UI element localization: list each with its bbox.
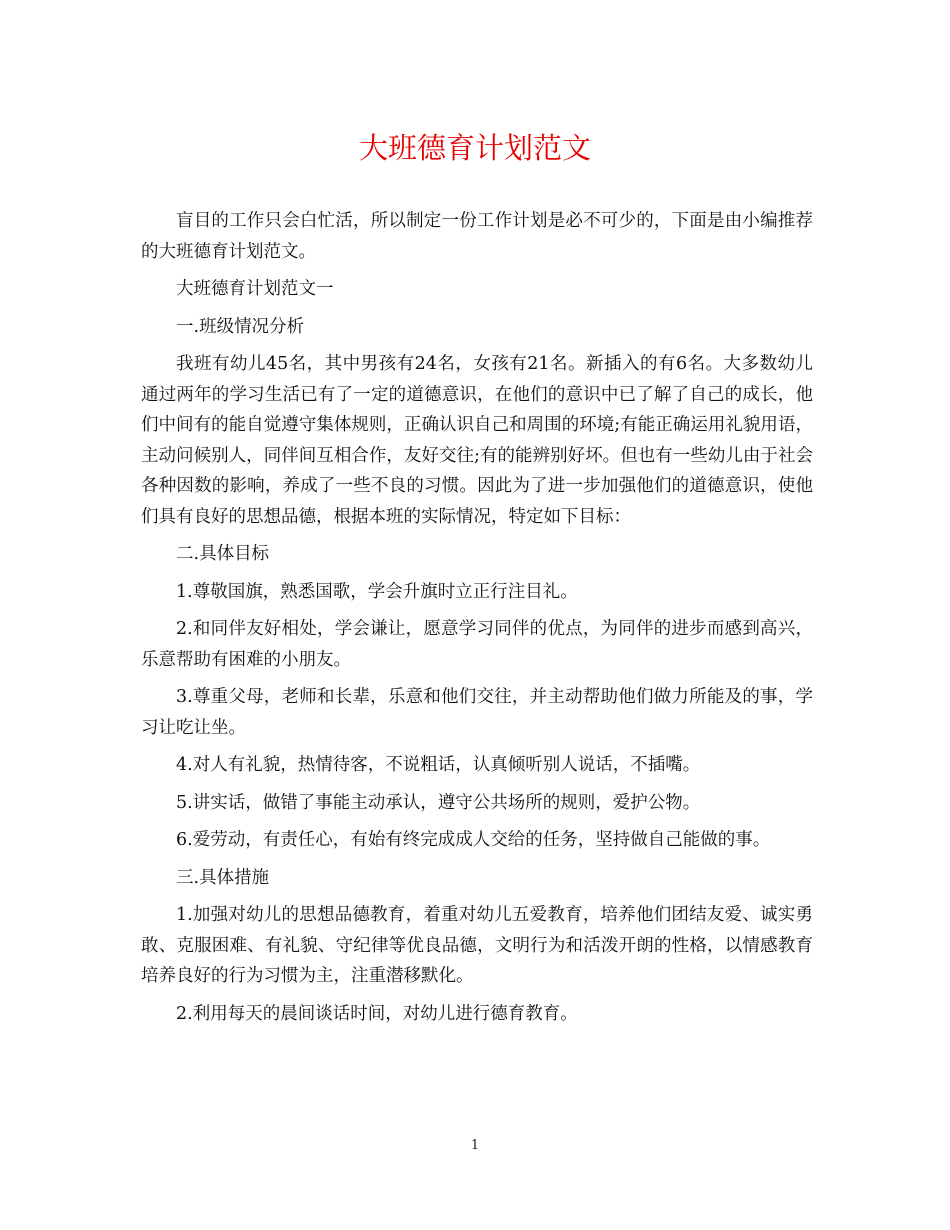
measure-item-2: 2.利用每天的晨间谈话时间，对幼儿进行德育教育。 <box>176 1003 578 1024</box>
goal-item-5: 5.讲实话，做错了事能主动承认，遵守公共场所的规则，爱护公物。 <box>176 792 701 813</box>
goal-item-2: 2.和同伴友好相处，学会谦让，愿意学习同伴的优点，为同伴的进步而感到高兴，乐意帮助有困难的小朋友。 <box>141 619 813 670</box>
goal-item-1: 1.尊敬国旗，熟悉国歌，学会升旗时立正行注目礼。 <box>176 581 578 602</box>
section-heading-sample-one: 大班德育计划范文一 <box>176 279 334 299</box>
class-analysis-paragraph: 我班有幼儿45名，其中男孩有24名，女孩有21名。新插入的有6名。大多数幼儿通过两年的学习生活已有了一定的道德意识，在他们的意识中已了解了自己的成长，他们中间有的能自觉遵守集体规则，正确认识自己和周围的环境;有能正确运用礼貌用语，主动问候别人，同伴间互相合作，友好交往;有的能辨别好坏。但也有一些幼儿由于社会各种因数的影响，养成了一些不良的习惯。因此为了进一步加强他们的道德意识，使他们具有良好的思想品德，根据本班的实际情况，特定如下目标： <box>141 354 813 527</box>
section-heading-measures: 三.具体措施 <box>176 867 270 888</box>
section-heading-class-analysis: 一.班级情况分析 <box>176 316 305 337</box>
goal-item-3: 3.尊重父母，老师和长辈，乐意和他们交往，并主动帮助他们做力所能及的事，学习让吃让坐。 <box>141 687 813 738</box>
section-heading-goals: 二.具体目标 <box>176 544 270 564</box>
page-number: 1 <box>470 1138 480 1153</box>
intro-paragraph: 盲目的工作只会白忙活，所以制定一份工作计划是必不可少的，下面是由小编推荐的大班德育计划范文。 <box>141 211 813 262</box>
goal-item-6: 6.爱劳动，有责任心，有始有终完成成人交给的任务，坚持做自己能做的事。 <box>176 830 771 850</box>
page-title: 大班德育计划范文 <box>358 131 591 165</box>
goal-item-4: 4.对人有礼貌，热情待客，不说粗话，认真倾听别人说话，不插嘴。 <box>176 755 701 775</box>
measure-item-1: 1.加强对幼儿的思想品德教育，着重对幼儿五爱教育，培养他们团结友爱、诚实勇敢、克服困难、有礼貌、守纪律等优良品德，文明行为和活泼开朗的性格，以情感教育培养良好的行为习惯为主，注重潜移默化。 <box>141 905 813 986</box>
document-body <box>141 206 813 1029</box>
